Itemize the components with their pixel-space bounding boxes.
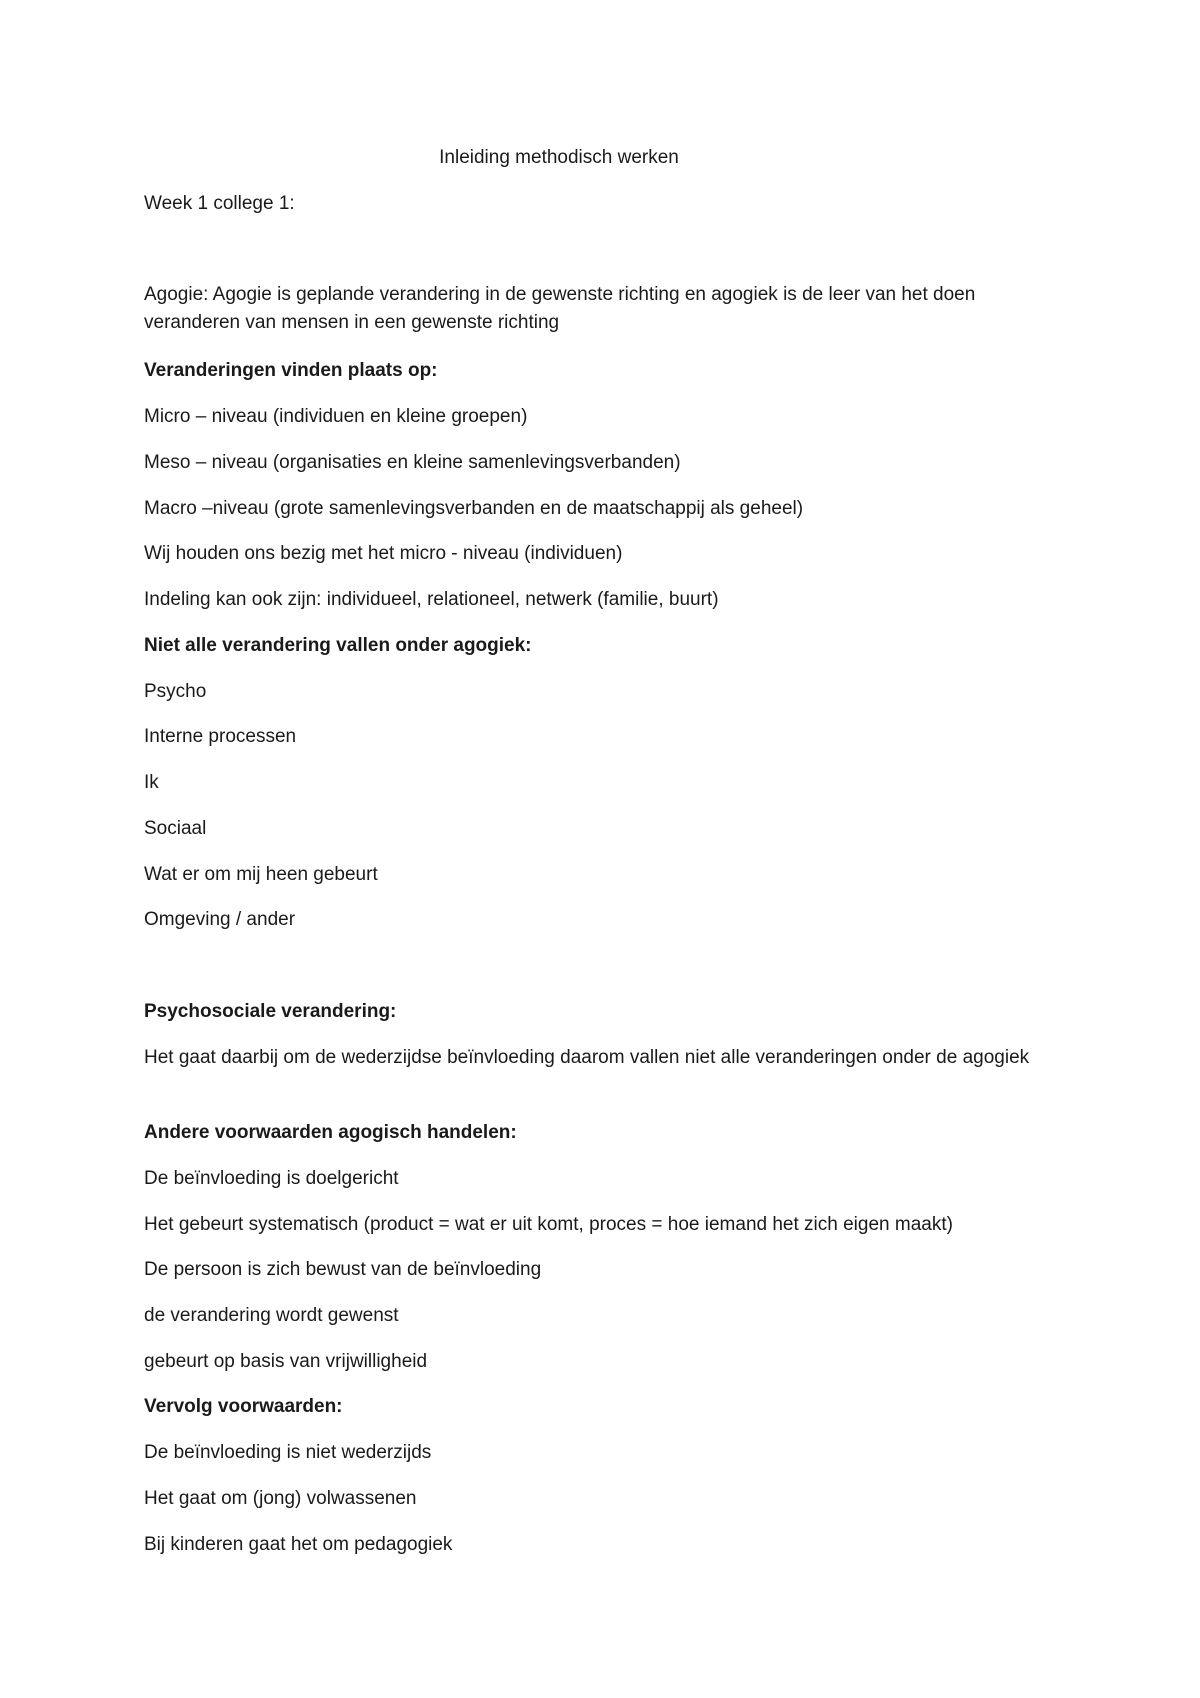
section-heading-psychosociale: Psychosociale verandering:: [144, 1001, 397, 1022]
list-item: Psycho: [144, 681, 207, 702]
list-item: Bij kinderen gaat het om pedagogiek: [144, 1534, 453, 1555]
list-item: De beïnvloeding is doelgericht: [144, 1168, 399, 1189]
list-item: Interne processen: [144, 726, 297, 747]
list-item: Micro – niveau (individuen en kleine groepen): [144, 406, 528, 427]
section-heading-vervolg: Vervolg voorwaarden:: [144, 1396, 343, 1417]
list-item: de verandering wordt gewenst: [144, 1305, 399, 1326]
list-item: Wat er om mij heen gebeurt: [144, 864, 378, 885]
list-item: De persoon is zich bewust van de beïnvloeding: [144, 1259, 542, 1280]
section-heading-niet-alle: Niet alle verandering vallen onder agogiek:: [144, 635, 532, 656]
list-item: Ik: [144, 772, 159, 793]
list-item: Het gebeurt systematisch (product = wat er uit komt, proces = hoe iemand het zich eigen maakt): [144, 1214, 953, 1235]
list-item: Meso – niveau (organisaties en kleine samenlevingsverbanden): [144, 452, 681, 473]
section-heading-veranderingen: Veranderingen vinden plaats op:: [144, 360, 438, 381]
list-item: Omgeving / ander: [144, 909, 296, 930]
list-item: Het gaat om (jong) volwassenen: [144, 1488, 417, 1509]
list-item: Macro –niveau (grote samenlevingsverbanden en de maatschappij als geheel): [144, 498, 804, 519]
list-item: De beïnvloeding is niet wederzijds: [144, 1442, 432, 1463]
agogie-definition: Agogie: Agogie is geplande verandering in de gewenste richting en agogiek is de leer van het doen veranderen van mensen in een gewenste richting: [144, 284, 976, 333]
paragraph-wederzijdse: Het gaat daarbij om de wederzijdse beïnvloeding daarom vallen niet alle veranderingen onder de agogiek: [144, 1047, 1030, 1068]
section-heading-andere-voorwaarden: Andere voorwaarden agogisch handelen:: [144, 1122, 517, 1143]
list-item: Wij houden ons bezig met het micro - niveau (individuen): [144, 543, 623, 564]
document-title: Inleiding methodisch werken: [439, 147, 679, 168]
list-item: Indeling kan ook zijn: individueel, relationeel, netwerk (familie, buurt): [144, 589, 719, 610]
list-item: gebeurt op basis van vrijwilligheid: [144, 1351, 428, 1372]
list-item: Sociaal: [144, 818, 207, 839]
week-heading: Week 1 college 1:: [144, 193, 295, 214]
